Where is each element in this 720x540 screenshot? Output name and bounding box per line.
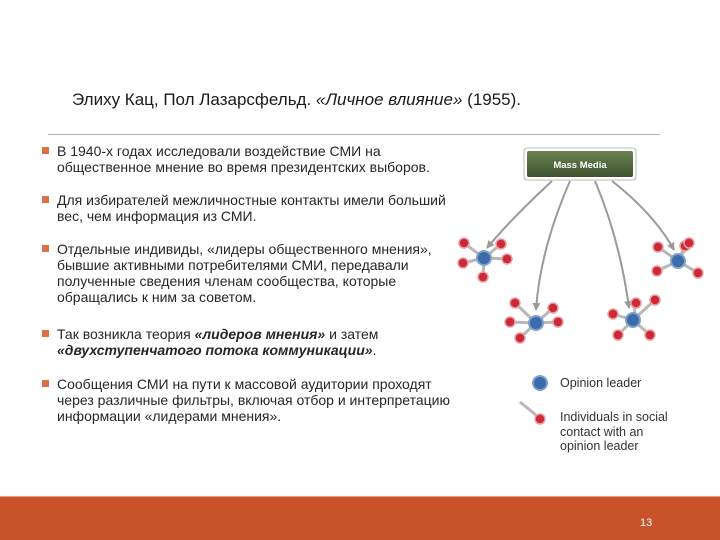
mass-media-arrows (487, 181, 674, 310)
bullet-marker-icon (42, 147, 49, 154)
bullet-marker-icon (42, 380, 49, 387)
bullet-marker-icon (42, 330, 49, 337)
individual-node (505, 317, 515, 327)
legend-connector (520, 402, 536, 415)
individual-node (548, 303, 558, 313)
opinion-leader-node (529, 316, 543, 330)
individual-node (684, 238, 694, 248)
individual-node (553, 317, 563, 327)
arrow-to-leader-3 (595, 181, 629, 308)
individual-node (693, 268, 703, 278)
two-step-flow-diagram (440, 140, 720, 460)
mass-media-label: Mass Media (553, 160, 607, 171)
bullet-text: Отдельные индивиды, «лидеры общественного мнения», бывшие активными потребителями СМИ, передавали полученные сведения членам сообщества, которые обращались к ним за советом. (57, 241, 432, 305)
bullet-item (40, 326, 460, 358)
bullet-list (40, 143, 460, 424)
bullet-item (40, 143, 460, 175)
bullet-emphasis: «двухступенчатого потока коммуникации» (57, 342, 373, 358)
opinion-leader-node (626, 313, 640, 327)
legend-leader-label: Opinion leader (560, 376, 642, 390)
individual-node (652, 266, 662, 276)
individual-node (608, 309, 618, 319)
individual-node (613, 330, 623, 340)
bullet-text-part: . (372, 342, 377, 358)
individual-node (502, 254, 512, 264)
bullet-item (40, 192, 460, 224)
arrow-to-leader-1 (487, 181, 552, 248)
opinion-cluster (608, 295, 660, 340)
bullet-text: Для избирателей межличностные контакты имели больший вес, чем информация из СМИ. (57, 192, 446, 224)
opinion-cluster (458, 238, 512, 282)
opinion-leader-node (671, 254, 685, 268)
individual-node (458, 258, 468, 268)
title-divider (48, 134, 660, 135)
bullet-text: В 1940-х годах исследовали воздействие СМИ на общественное мнение во время президентских выборов. (57, 143, 430, 175)
individual-node (515, 333, 525, 343)
legend-individual-icon (535, 414, 545, 424)
individual-node (653, 242, 663, 252)
bullet-item (40, 241, 460, 305)
individual-node (459, 238, 469, 248)
opinion-cluster (652, 238, 703, 278)
opinion-clusters (458, 238, 703, 343)
slide-title (72, 90, 672, 110)
individual-node (650, 295, 660, 305)
bullet-marker-icon (42, 196, 49, 203)
individual-node (478, 272, 488, 282)
bullet-text-part: и затем (325, 326, 379, 342)
title-authors: Элиху Кац, Пол Лазарсфельд. (72, 90, 316, 109)
opinion-cluster (505, 298, 563, 343)
bullet-item (40, 376, 460, 424)
arrow-to-leader-2 (536, 181, 570, 310)
opinion-leader-node (477, 251, 491, 265)
title-year: (1955). (462, 90, 522, 109)
arrow-to-leader-4 (612, 181, 674, 250)
legend-individual-label-2: contact with an (560, 425, 644, 439)
bullet-marker-icon (42, 245, 49, 252)
legend-individual-label-1: Individuals in social (560, 410, 668, 424)
individual-node (510, 298, 520, 308)
individual-node (496, 239, 506, 249)
legend (520, 376, 668, 453)
mass-media-box (524, 148, 636, 180)
bullet-emphasis: «лидеров мнения» (194, 326, 326, 342)
legend-leader-icon (533, 376, 547, 390)
bullet-text: Сообщения СМИ на пути к массовой аудитории проходят через различные фильтры, включая отбор и интерпретацию информации «лидерами мнения». (57, 376, 450, 424)
page-number: 13 (640, 517, 653, 529)
individual-node (631, 298, 641, 308)
legend-individual-label-3: opinion leader (560, 439, 639, 453)
title-work: «Личное влияние» (315, 90, 463, 109)
individual-node (645, 330, 655, 340)
bullet-text-part: Так возникла теория (57, 326, 195, 342)
footer-bar (0, 497, 720, 540)
